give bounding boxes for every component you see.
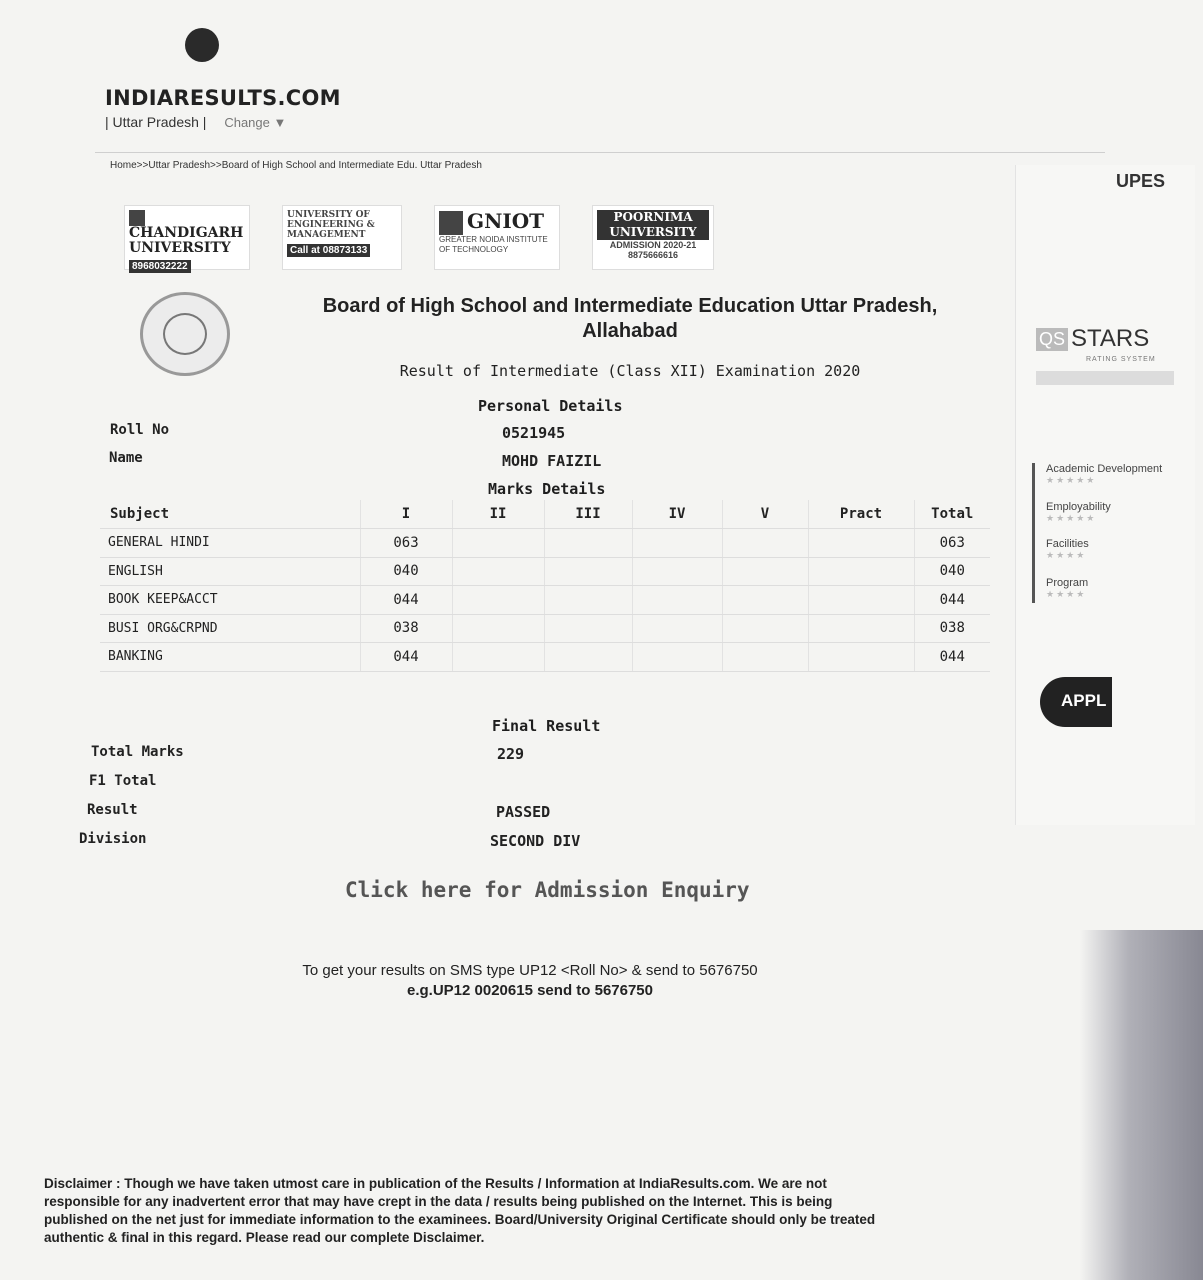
col-pract: Pract bbox=[808, 500, 914, 529]
sms-example: e.g.UP12 0020615 send to 5676750 bbox=[407, 982, 653, 999]
cu-logo-icon bbox=[129, 210, 145, 226]
star-icon: ★★★★ bbox=[1046, 550, 1087, 560]
col-iii: III bbox=[544, 500, 632, 529]
roll-no-label: Roll No bbox=[110, 422, 170, 438]
total-cell: 044 bbox=[914, 586, 990, 615]
subject-cell: BANKING bbox=[100, 643, 360, 672]
star-icon: ★★★★ bbox=[1046, 589, 1087, 599]
total-cell: 038 bbox=[914, 614, 990, 643]
upes-logo: UPES bbox=[1116, 171, 1166, 191]
col-total: Total bbox=[914, 500, 990, 529]
total-marks-value: 229 bbox=[497, 745, 525, 763]
board-seal-icon bbox=[140, 292, 230, 376]
name-label: Name bbox=[109, 450, 143, 466]
ad-chandigarh-university[interactable] bbox=[124, 205, 250, 270]
photo-shadow bbox=[1080, 930, 1203, 1280]
rating-label: Program bbox=[1046, 577, 1089, 589]
result-label: Result bbox=[87, 802, 138, 818]
state-label: | Uttar Pradesh | bbox=[105, 114, 207, 130]
star-icon: ★★★★★ bbox=[1046, 475, 1097, 485]
marks-i-cell: 038 bbox=[360, 614, 452, 643]
sidebar-ad-upes[interactable] bbox=[1015, 165, 1195, 825]
col-v: V bbox=[722, 500, 808, 529]
subject-cell: GENERAL HINDI bbox=[100, 529, 360, 558]
gniot-logo-icon bbox=[439, 211, 463, 235]
col-i: I bbox=[360, 500, 452, 529]
header-divider bbox=[95, 152, 1105, 153]
star-icon: ★★★★★ bbox=[1046, 513, 1097, 523]
qs-stars-text: STARS bbox=[1071, 325, 1150, 352]
marks-i-cell: 044 bbox=[360, 586, 452, 615]
col-ii: II bbox=[452, 500, 544, 529]
table-row bbox=[100, 614, 990, 643]
ad-gniot-sub: GREATER NOIDA INSTITUTE OF TECHNOLOGY bbox=[439, 234, 548, 254]
qs-rating-system: RATING SYSTEM bbox=[1086, 356, 1156, 363]
qs-stars-logo bbox=[1036, 325, 1149, 353]
rating-label: Facilities bbox=[1046, 538, 1089, 550]
subject-cell: BOOK KEEP&ACCT bbox=[100, 586, 360, 615]
logo-mark-icon bbox=[185, 28, 219, 62]
division-value: SECOND DIV bbox=[490, 832, 581, 850]
table-row bbox=[100, 643, 990, 672]
marks-i-cell: 040 bbox=[360, 557, 452, 586]
marks-header-row bbox=[100, 500, 990, 529]
site-logo[interactable] bbox=[105, 28, 341, 138]
sms-info bbox=[240, 961, 820, 1001]
total-cell: 044 bbox=[914, 643, 990, 672]
apply-button[interactable]: APPL bbox=[1040, 677, 1112, 727]
marks-i-cell: 044 bbox=[360, 643, 452, 672]
ad-gniot-title: GNIOT bbox=[467, 209, 545, 233]
table-row bbox=[100, 557, 990, 586]
rating-label: Academic Development bbox=[1046, 463, 1163, 475]
table-row bbox=[100, 529, 990, 558]
total-cell: 040 bbox=[914, 557, 990, 586]
marks-i-cell: 063 bbox=[360, 529, 452, 558]
ad-cu-phone: 8968032222 bbox=[129, 260, 191, 273]
qs-rating-bar bbox=[1036, 371, 1174, 385]
ad-poornima-sub: ADMISSION 2020-21 bbox=[609, 240, 697, 250]
rating-academic bbox=[1046, 463, 1162, 486]
total-marks-label: Total Marks bbox=[91, 744, 184, 760]
total-cell: 063 bbox=[914, 529, 990, 558]
ad-uem[interactable] bbox=[282, 205, 402, 270]
rating-label: Employability bbox=[1046, 501, 1111, 513]
exam-title: Result of Intermediate (Class XII) Examination 2020 bbox=[399, 362, 861, 380]
marks-details-heading: Marks Details bbox=[488, 480, 606, 498]
breadcrumb[interactable]: Home>>Uttar Pradesh>>Board of High School and Intermediate Edu. Uttar Pradesh bbox=[110, 160, 482, 171]
col-iv: IV bbox=[632, 500, 722, 529]
ad-cu-title: CHANDIGARH UNIVERSITY bbox=[129, 225, 244, 256]
ad-uem-title: UNIVERSITY OF ENGINEERING & MANAGEMENT bbox=[287, 210, 375, 240]
logo-text: INDIARESULTS.COM bbox=[105, 86, 341, 110]
rating-program bbox=[1046, 577, 1088, 600]
ad-poornima-phone: 8875666616 bbox=[627, 250, 679, 260]
sms-instruction: To get your results on SMS type UP12 <Roll No> & send to 5676750 bbox=[302, 962, 758, 979]
board-title: Board of High School and Intermediate Education Uttar Pradesh, Allahabad bbox=[322, 295, 938, 342]
rating-bracket bbox=[1032, 463, 1035, 603]
name-value: MOHD FAIZIL bbox=[502, 452, 602, 470]
roll-no-value: 0521945 bbox=[502, 424, 566, 442]
rating-facilities bbox=[1046, 538, 1089, 561]
rating-employability bbox=[1046, 501, 1111, 524]
disclaimer-text: Disclaimer : Though we have taken utmost care in publication of the Results / Information at IndiaResults.com. We are not responsible for any inadvertent error that may have crept in the data / results being published on the Internet. This is being published on the net just for immediate information to the examinees. Board/University Original Certificate should only be treated authentic & final in this regard. Please read our complete Disclaimer. bbox=[44, 1176, 876, 1245]
subject-cell: BUSI ORG&CRPND bbox=[100, 614, 360, 643]
ad-uem-phone: Call at 08873133 bbox=[287, 244, 370, 257]
state-selector bbox=[105, 114, 286, 130]
table-row bbox=[100, 586, 990, 615]
ad-poornima[interactable] bbox=[592, 205, 714, 270]
f1-total-label: F1 Total bbox=[89, 773, 157, 789]
division-label: Division bbox=[79, 831, 147, 847]
final-result-heading: Final Result bbox=[492, 717, 601, 735]
col-subject: Subject bbox=[100, 500, 360, 529]
admission-enquiry-link[interactable]: Click here for Admission Enquiry bbox=[345, 878, 750, 902]
ad-poornima-title: POORNIMA UNIVERSITY bbox=[597, 210, 709, 240]
qs-box: QS bbox=[1036, 328, 1068, 351]
result-value: PASSED bbox=[496, 803, 551, 821]
ad-gniot[interactable] bbox=[434, 205, 560, 270]
subject-cell: ENGLISH bbox=[100, 557, 360, 586]
marks-table bbox=[100, 500, 990, 672]
personal-details-heading: Personal Details bbox=[478, 397, 623, 415]
change-state-link[interactable]: Change ▼ bbox=[224, 115, 287, 130]
